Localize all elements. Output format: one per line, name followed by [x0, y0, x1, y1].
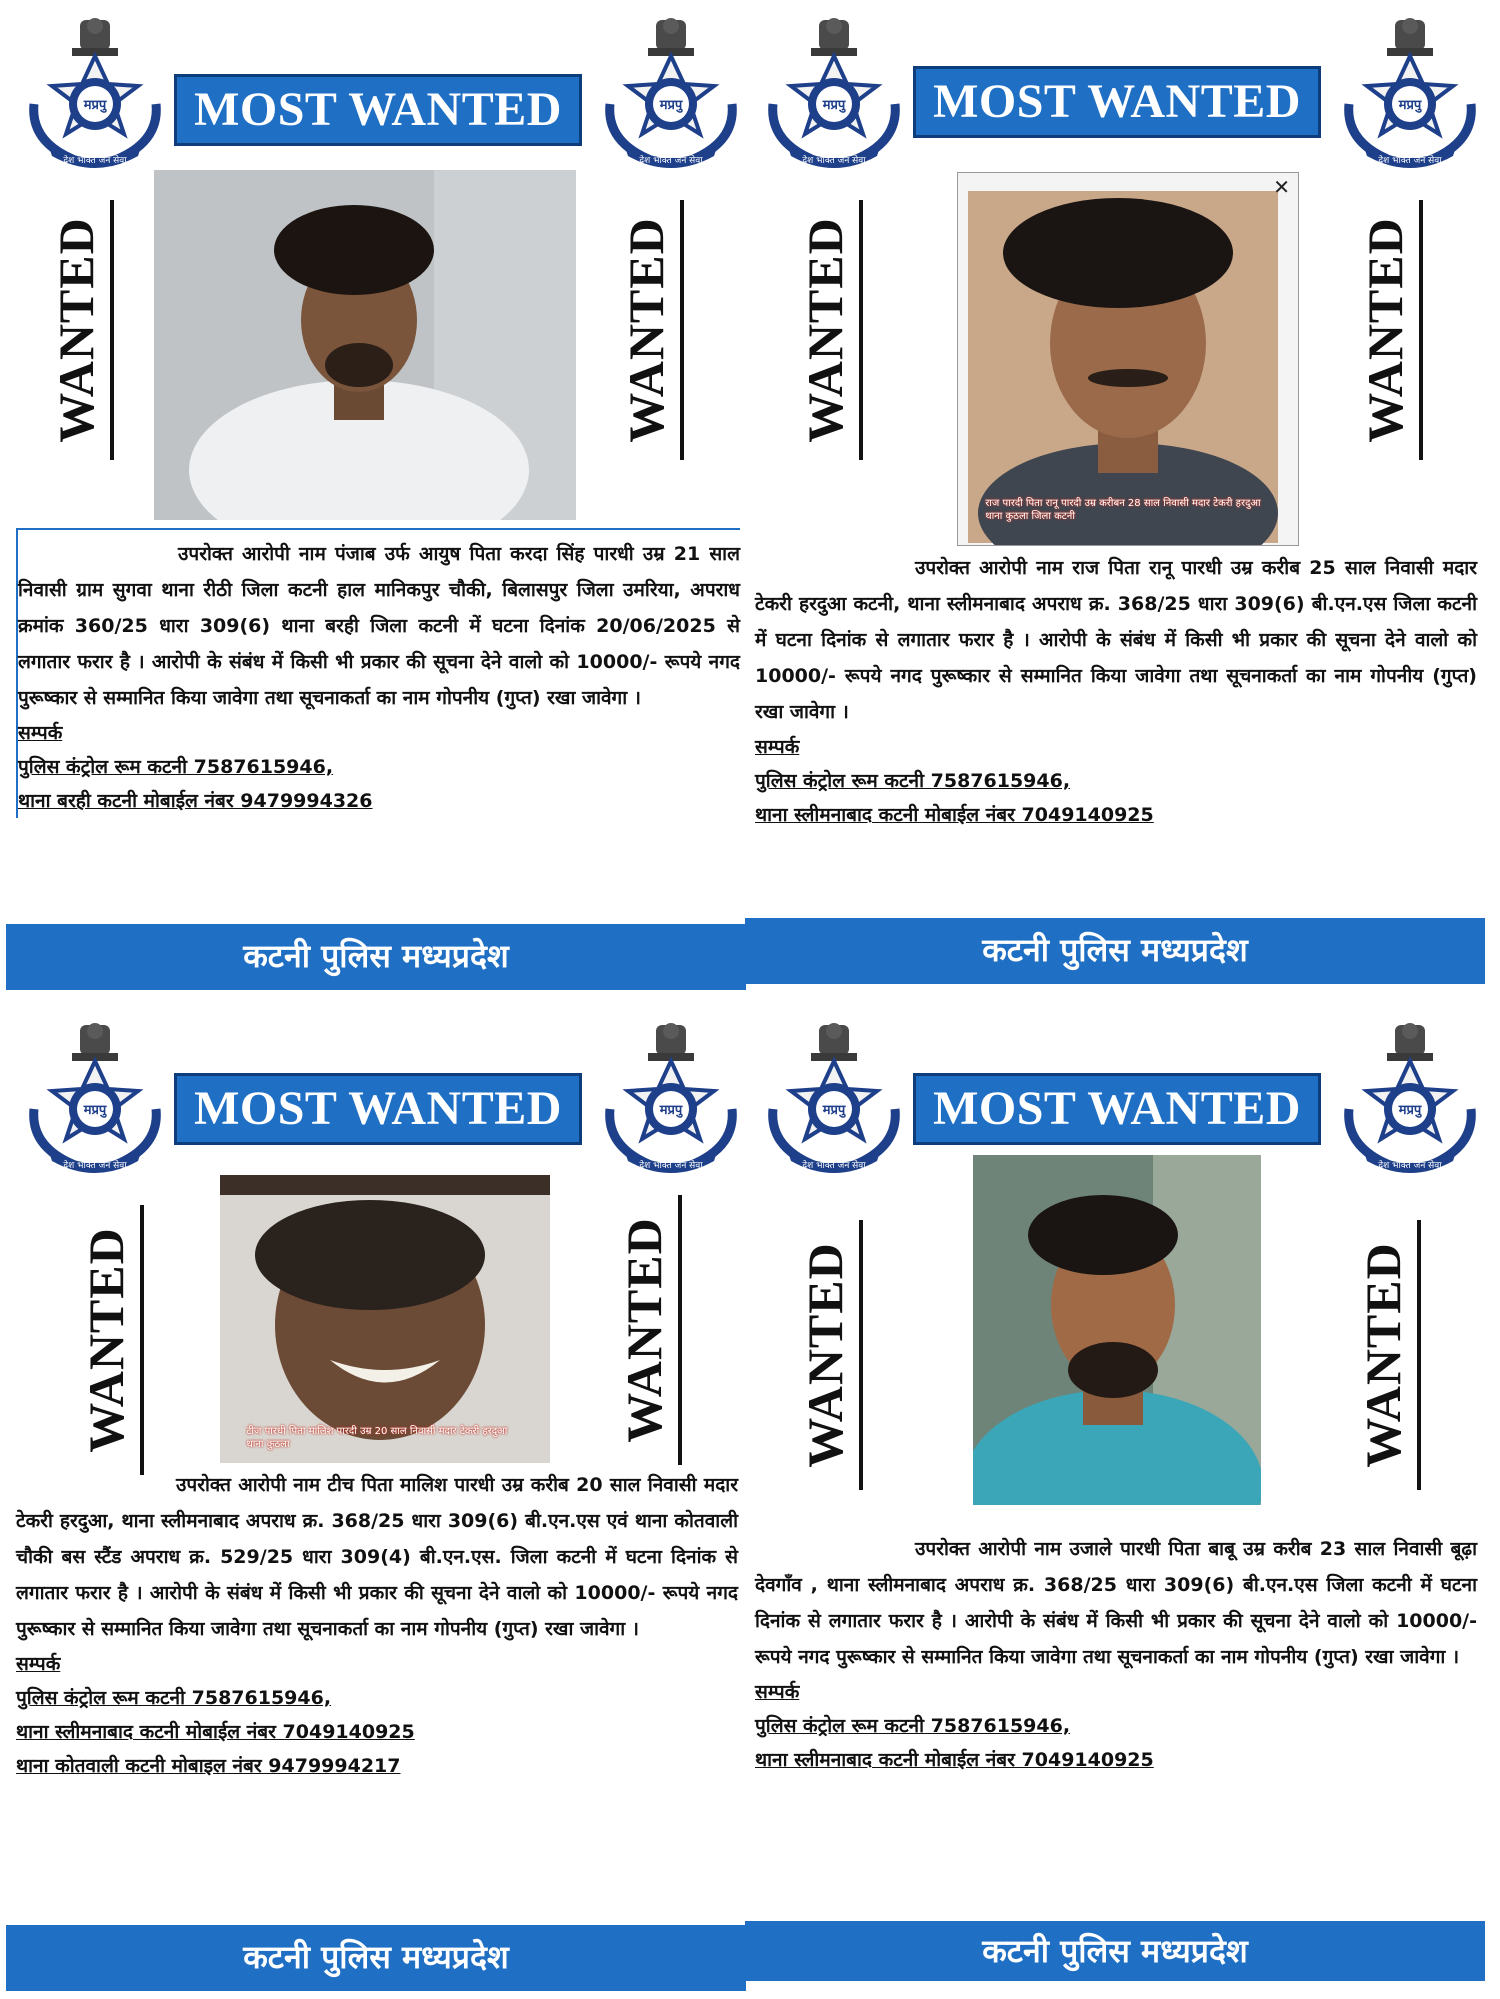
police-emblem-icon [20, 1019, 170, 1179]
wanted-label-left: WANTED [46, 200, 106, 460]
wanted-label-right: WANTED [614, 1195, 674, 1465]
suspect-photo [154, 170, 576, 520]
wanted-poster-3 [6, 1005, 746, 1995]
police-emblem-icon [759, 1019, 909, 1179]
police-emblem-icon [759, 14, 909, 174]
police-emblem-icon [1335, 1019, 1485, 1179]
suspect-photo [220, 1175, 550, 1463]
contact-line: थाना स्लीमनाबाद कटनी मोबाईल नंबर 7049140925 [755, 804, 1154, 826]
wanted-label-left: WANTED [76, 1205, 136, 1475]
notice-text-block [755, 550, 1477, 832]
notice-text-block [16, 528, 740, 818]
wanted-poster-1 [6, 0, 746, 990]
suspect-photo [973, 1155, 1261, 1505]
most-wanted-banner: MOST WANTED [174, 1073, 582, 1145]
suspect-photo [957, 172, 1299, 546]
police-emblem-icon [1335, 14, 1485, 174]
contact-line: पुलिस कंट्रोल रूम कटनी 7587615946, [755, 770, 1071, 792]
contact-block [755, 730, 1477, 832]
notice-body: उपरोक्त आरोपी नाम टीच पिता मालिश पारधी उम्र करीब 20 साल निवासी मदार टेकरी हरदुआ, थाना स्लीमनाबाद अपराध क्र. 368/25 धारा 309(6) बी.एन.एस एवं थाना कोतवाली चौकी बस स्टैंड अपराध क्र. 529/25 धारा 309(4) बी.एन.एस. जिला कटनी में घटना दिनांक से लगातार फरार है । आरोपी के संबंध में किसी भी प्रकार की सूचना देने वालो को 10000/- रूपये नगद पुरूष्कार से सम्मानित किया जावेगा तथा सूचनाकर्ता का नाम गोपनीय (गुप्त) रखा जावेगा । [16, 1474, 738, 1640]
close-icon: ✕ [1273, 175, 1290, 199]
photo-caption: राज पारदी पिता रानू पारदी उम्र करीबन 28 साल निवासी मदार टेकरी हरदुआ थाना कुठला जिला कटनी [985, 497, 1261, 522]
wanted-label-right: WANTED [616, 200, 676, 460]
contact-heading: सम्पर्क [16, 1653, 61, 1675]
footer-banner: कटनी पुलिस मध्यप्रदेश [745, 1921, 1485, 1981]
notice-text-block [16, 1467, 738, 1783]
most-wanted-banner: MOST WANTED [913, 1073, 1321, 1145]
contact-line: थाना स्लीमनाबाद कटनी मोबाईल नंबर 7049140925 [16, 1721, 415, 1743]
footer-banner: कटनी पुलिस मध्यप्रदेश [745, 918, 1485, 984]
wanted-label-left: WANTED [795, 1220, 855, 1490]
contact-heading: सम्पर्क [755, 1681, 800, 1703]
wanted-label-right: WANTED [1355, 200, 1415, 460]
contact-line: पुलिस कंट्रोल रूम कटनी 7587615946, [16, 1687, 332, 1709]
footer-banner: कटनी पुलिस मध्यप्रदेश [6, 1925, 746, 1991]
most-wanted-banner: MOST WANTED [913, 66, 1321, 138]
contact-line: थाना कोतवाली कटनी मोबाइल नंबर 9479994217 [16, 1755, 401, 1777]
contact-block [16, 1647, 738, 1783]
contact-heading: सम्पर्क [755, 736, 800, 758]
wanted-label-left: WANTED [795, 200, 855, 460]
contact-line: पुलिस कंट्रोल रूम कटनी 7587615946, [755, 1715, 1071, 1737]
police-emblem-icon [596, 14, 746, 174]
footer-banner: कटनी पुलिस मध्यप्रदेश [6, 924, 746, 990]
photo-caption: टीज पारधी पिता मालिश पारदी उम्र 20 साल निवासी मदार टेकरी हरदुआ थाना कुठला [246, 1426, 508, 1451]
wanted-poster-4 [745, 1005, 1485, 1995]
notice-body: उपरोक्त आरोपी नाम राज पिता रानू पारधी उम्र करीब 25 साल निवासी मदार टेकरी हरदुआ कटनी, थाना स्लीमनाबाद अपराध क्र. 368/25 धारा 309(6) बी.एन.एस जिला कटनी में घटना दिनांक से लगातार फरार है । आरोपी के संबंध में किसी भी प्रकार की सूचना देने वालो को 10000/- रूपये नगद पुरूष्कार से सम्मानित किया जावेगा तथा सूचनाकर्ता का नाम गोपनीय (गुप्त) रखा जावेगा । [755, 557, 1477, 723]
contact-block [18, 716, 740, 818]
notice-body: उपरोक्त आरोपी नाम पंजाब उर्फ आयुष पिता करदा सिंह पारधी उम्र 21 साल निवासी ग्राम सुगवा थाना रीठी जिला कटनी हाल मानिकपुर चौकी, बिलासपुर जिला उमरिया, अपराध क्रमांक 360/25 धारा 309(6) थाना बरही जिला कटनी में घटना दिनांक 20/06/2025 से लगातार फरार है । आरोपी के संबंध में किसी भी प्रकार की सूचना देने वालो को 10000/- रूपये नगद पुरूष्कार से सम्मानित किया जावेगा तथा सूचनाकर्ता का नाम गोपनीय (गुप्त) रखा जावेगा । [18, 543, 740, 709]
notice-body: उपरोक्त आरोपी नाम उजाले पारधी पिता बाबू उम्र करीब 23 साल निवासी बूढ़ा देवगाँव , थाना स्लीमनाबाद अपराध क्र. 368/25 धारा 309(6) बी.एन.एस जिला कटनी में घटना दिनांक से लगातार फरार है । आरोपी के संबंध में किसी भी प्रकार की सूचना देने वालो को 10000/- रूपये नगद पुरूष्कार से सम्मानित किया जावेगा तथा सूचनाकर्ता का नाम गोपनीय (गुप्त) रखा जावेगा । [755, 1538, 1477, 1668]
most-wanted-banner: MOST WANTED [174, 74, 582, 146]
contact-block [755, 1675, 1477, 1777]
contact-line: थाना बरही कटनी मोबाईल नंबर 9479994326 [18, 790, 373, 812]
contact-line: थाना स्लीमनाबाद कटनी मोबाईल नंबर 7049140925 [755, 1749, 1154, 1771]
contact-line: पुलिस कंट्रोल रूम कटनी 7587615946, [18, 756, 334, 778]
police-emblem-icon [20, 14, 170, 174]
police-emblem-icon [596, 1019, 746, 1179]
notice-text-block [755, 1531, 1477, 1777]
wanted-label-right: WANTED [1353, 1220, 1413, 1490]
contact-heading: सम्पर्क [18, 722, 63, 744]
wanted-poster-2 [745, 0, 1485, 990]
